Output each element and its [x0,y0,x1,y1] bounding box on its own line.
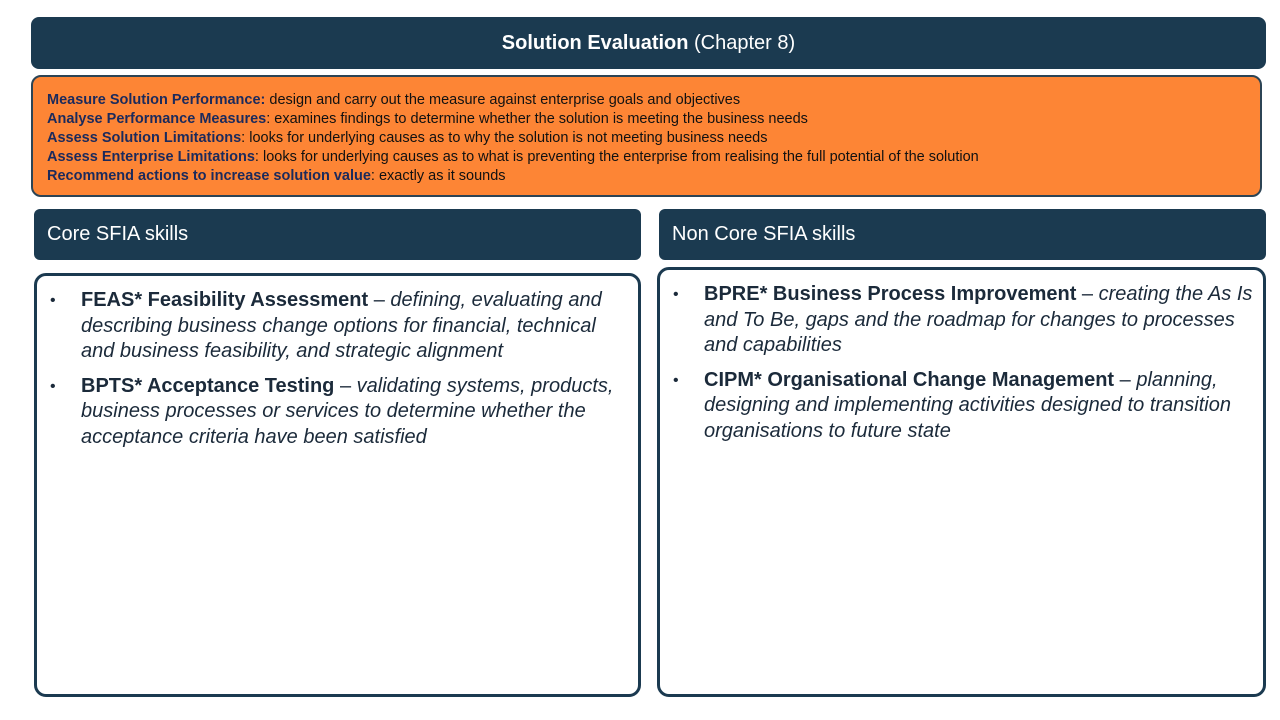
task-term: Analyse Performance Measures [47,111,267,127]
skill-dash: – [368,289,391,311]
tasks-summary-box [31,75,1262,197]
task-line [47,91,1246,110]
task-desc: : looks for underlying causes as to what is preventing the enterprise from realising the full potential of the solution [254,149,979,165]
slide-title-main: Solution Evaluation [501,31,689,54]
skill-name: BPRE* Business Process Improvement [704,283,1077,305]
noncore-skills-panel [657,267,1266,697]
task-term: Recommend actions to increase solution value [47,168,371,184]
skill-description: creating the As Is and To Be, gaps and the roadmap for changes to processes and capabilities [704,283,1253,356]
skill-description: validating systems, products, business processes or services to determine whether the acceptance criteria have been satisfied [81,374,614,448]
task-desc: : exactly as it sounds [370,168,506,184]
task-desc: : looks for underlying causes as to why the solution is not meeting business needs [241,130,768,146]
task-desc: : examines findings to determine whether the solution is meeting the business needs [266,111,808,127]
skill-description: defining, evaluating and describing business change options for financial, technical and business feasibility, and strategic alignment [81,289,602,362]
bullet-icon: • [50,292,56,309]
task-term: Assess Solution Limitations [47,130,242,146]
task-line [47,148,1246,167]
skill-item [662,282,1253,359]
task-desc: design and carry out the measure against enterprise goals and objectives [265,92,741,108]
slide-title-chapter: (Chapter 8) [688,31,796,54]
task-line [47,110,1246,129]
bullet-icon: • [50,377,56,395]
skill-dash: – [1076,283,1099,305]
noncore-skills-header: Non Core SFIA skills [659,209,1266,260]
skill-item [39,374,628,451]
skill-name: BPTS* Acceptance Testing [81,374,335,397]
skill-name: CIPM* Organisational Change Management [704,368,1115,391]
noncore-skills-list [660,270,1263,444]
skill-item [39,288,628,365]
task-line [47,129,1246,148]
skill-name: FEAS* Feasibility Assessment [81,289,369,311]
core-skills-header: Core SFIA skills [34,209,641,260]
task-term: Assess Enterprise Limitations [47,149,255,165]
bullet-icon: • [673,286,679,303]
skill-item [662,368,1253,445]
bullet-icon: • [673,371,679,389]
task-term: Measure Solution Performance: [47,92,266,108]
skill-description: planning, designing and implementing activities designed to transition organisations to future state [704,368,1231,442]
core-skills-list [37,276,638,450]
skill-dash: – [334,374,357,397]
slide-title [31,17,1266,69]
skill-dash: – [1114,368,1137,391]
core-skills-panel [34,273,641,697]
task-line [47,167,1246,186]
